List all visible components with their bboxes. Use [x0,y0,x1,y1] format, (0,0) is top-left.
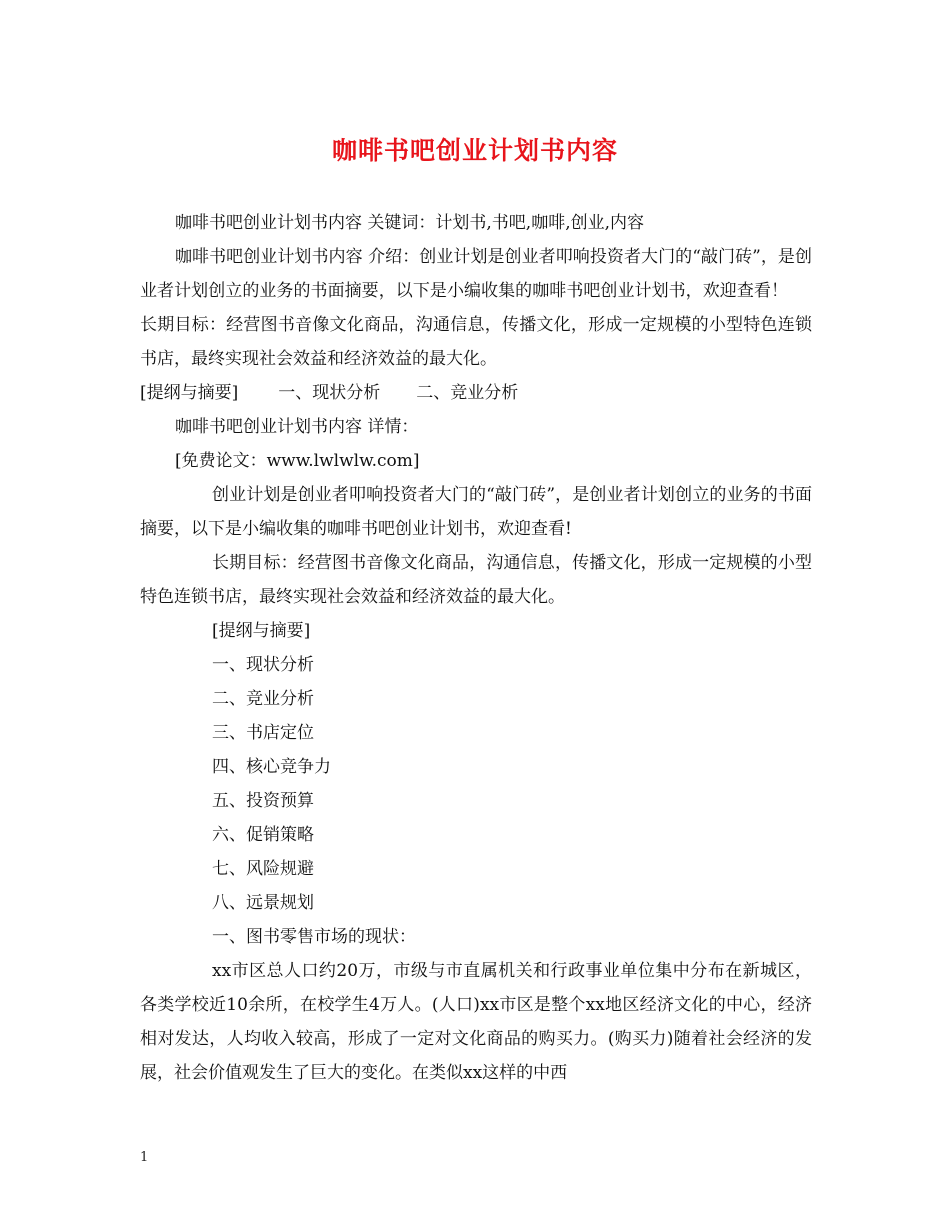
outline-item: 四、核心竞争力 [212,757,331,777]
outline-item: 一、现状分析 [212,655,314,675]
paragraph-1: 创业计划是创业者叩响投资者大门的“敲门砖”，是创业者计划创立的业务的书面摘要，以下是小编收集的咖啡书吧创业计划书，欢迎查看! [140,485,812,539]
intro-outline-item-2: 二、竞业分析 [416,383,519,403]
intro-outline-label: [提纲与摘要] [140,383,239,403]
intro-outline-item-1: 一、现状分析 [278,383,381,403]
document-body [140,206,812,1090]
paragraph-3: xx市区总人口约20万，市级与市直属机关和行政事业单位集中分布在新城区，各类学校近10余所，在校学生4万人。(人口)xx市区是整个xx地区经济文化的中心，经济相对发达，人均收入较高，形成了一定对文化商品的购买力。(购买力)随着社会经济的发展，社会价值观发生了巨大的变化。在类似xx这样的中西 [140,961,812,1083]
section-heading: 一、图书零售市场的现状： [212,927,416,947]
intro-goal: 长期目标：经营图书音像文化商品，沟通信息，传播文化，形成一定规模的小型特色连锁书店，最终实现社会效益和经济效益的最大化。 [140,315,812,369]
details-label: 咖啡书吧创业计划书内容 详情： [175,417,419,437]
outline-item: 五、投资预算 [212,791,314,811]
document-title: 咖啡书吧创业计划书内容 [331,136,618,165]
intro-keywords: 咖啡书吧创业计划书内容 关键词：计划书,书吧,咖啡,创业,内容 [175,213,645,233]
intro-description: 咖啡书吧创业计划书内容 介绍：创业计划是创业者叩响投资者大门的“敲门砖”，是创业者计划创立的业务的书面摘要，以下是小编收集的咖啡书吧创业计划书，欢迎查看！ [140,247,812,301]
outline-item: 六、促销策略 [212,825,314,845]
outline-list [140,648,812,920]
intro-outline-line [140,376,812,410]
page-number: 1 [140,1150,149,1165]
outline-item: 三、书店定位 [212,723,314,743]
outline-item: 八、远景规划 [212,893,314,913]
outline-heading: [提纲与摘要] [212,621,311,641]
free-paper-link: [免费论文：www.lwlwlw.com] [175,451,420,471]
outline-item: 二、竞业分析 [212,689,314,709]
outline-item: 七、风险规避 [212,859,314,879]
paragraph-2: 长期目标：经营图书音像文化商品，沟通信息，传播文化，形成一定规模的小型特色连锁书店，最终实现社会效益和经济效益的最大化。 [140,553,812,607]
intro-summary [140,240,812,376]
